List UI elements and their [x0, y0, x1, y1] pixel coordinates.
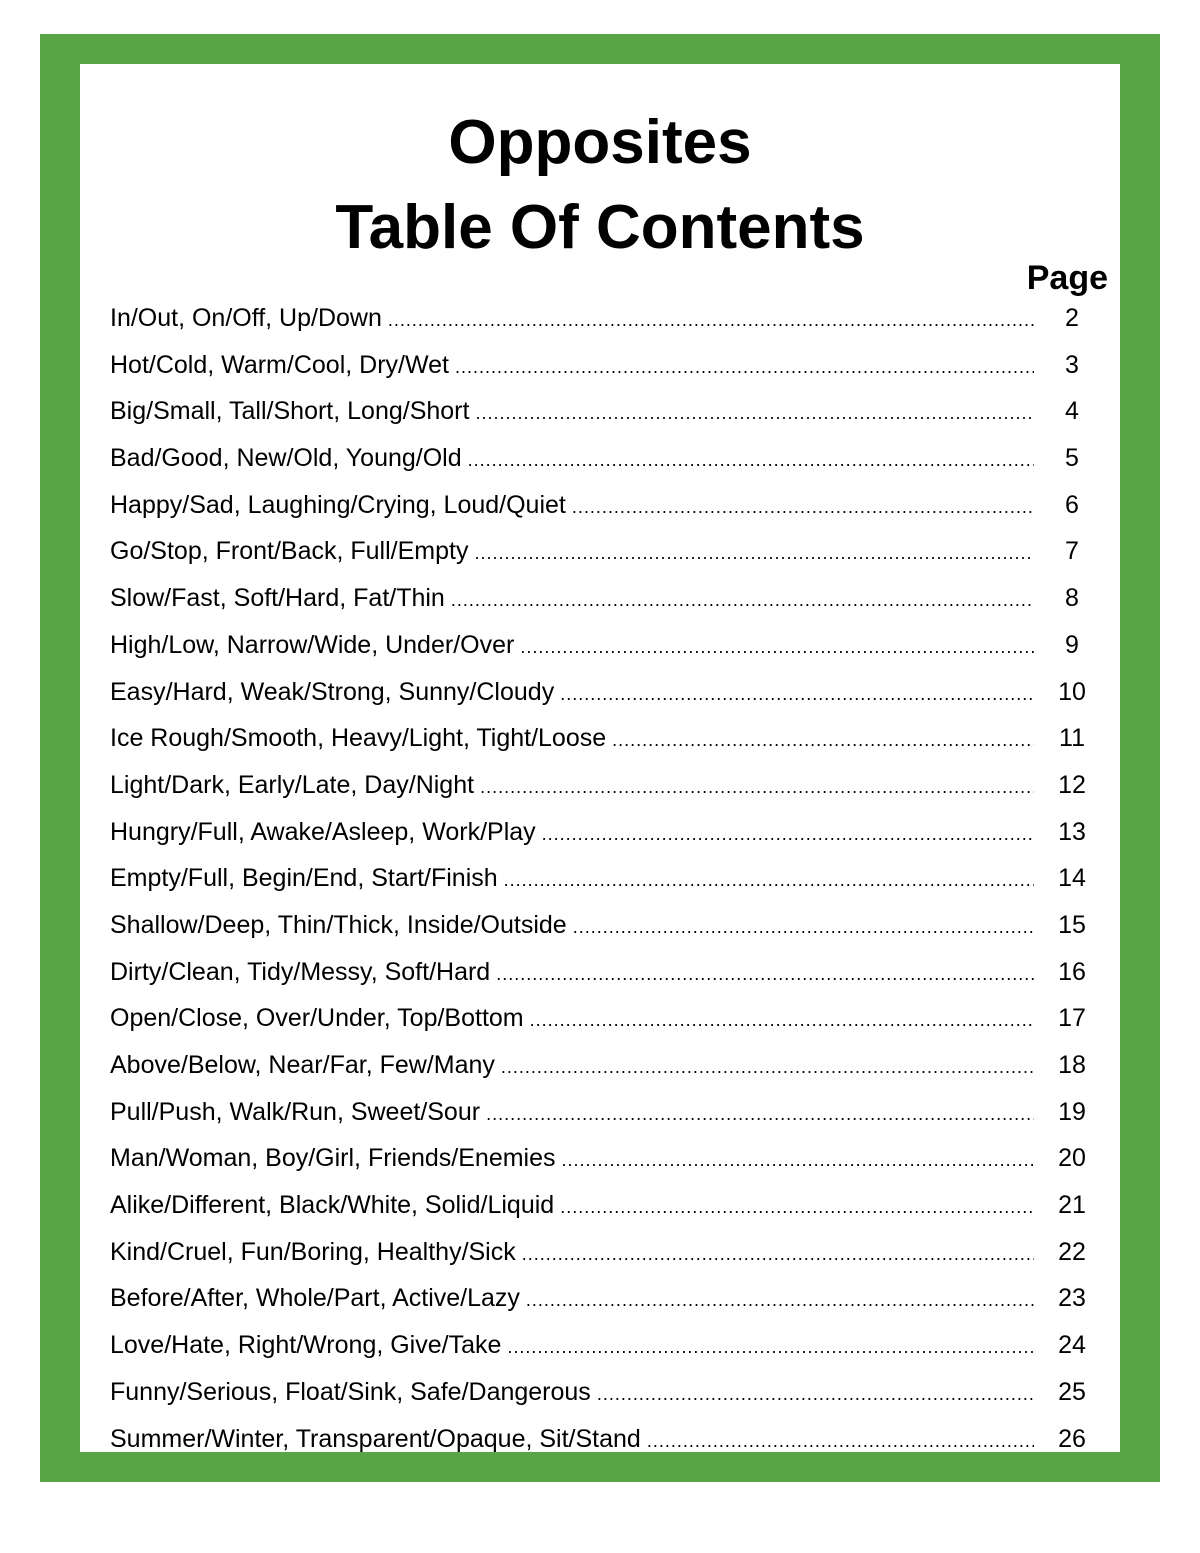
toc-entry-page-number: 16: [1058, 957, 1086, 986]
toc-entry-title: Alike/Different, Black/White, Solid/Liquid: [110, 1191, 555, 1220]
toc-entry-page-number: 20: [1058, 1144, 1086, 1173]
toc-leader-dots: [501, 1057, 1034, 1078]
toc-entry-page-number: 26: [1058, 1424, 1086, 1453]
toc-entry-title: Go/Stop, Front/Back, Full/Empty: [110, 537, 469, 566]
toc-entry-page-number: 24: [1058, 1331, 1086, 1360]
toc-leader-dots: [474, 543, 1034, 564]
toc-entry: [110, 1098, 1100, 1145]
toc-entry: [110, 444, 1100, 491]
toc-entry-title: Open/Close, Over/Under, Top/Bottom: [110, 1004, 524, 1033]
toc-entry: [110, 304, 1100, 351]
toc-entry: [110, 1378, 1100, 1425]
table-of-contents-list: [110, 304, 1100, 1471]
toc-entry-title: Above/Below, Near/Far, Few/Many: [110, 1051, 495, 1079]
toc-entry: [110, 1191, 1100, 1238]
toc-entry-page-number: 13: [1058, 817, 1086, 846]
toc-entry-title: Summer/Winter, Transparent/Opaque, Sit/Stand: [110, 1424, 641, 1453]
toc-leader-dots: [451, 590, 1034, 611]
toc-leader-dots: [468, 450, 1034, 471]
toc-entry-page-number: 2: [1065, 304, 1079, 332]
toc-leader-dots: [542, 824, 1034, 845]
document-subtitle: Table Of Contents: [335, 193, 865, 262]
toc-entry-title: Kind/Cruel, Fun/Boring, Healthy/Sick: [110, 1237, 516, 1266]
toc-leader-dots: [507, 1337, 1034, 1358]
toc-entry: [110, 1238, 1100, 1285]
toc-entry-title: Dirty/Clean, Tidy/Messy, Soft/Hard: [110, 957, 491, 986]
toc-entry: [110, 1051, 1100, 1098]
toc-entry-title: In/Out, On/Off, Up/Down: [110, 304, 382, 332]
toc-entry: [110, 1331, 1100, 1378]
toc-entry: [110, 724, 1100, 771]
toc-entry-page-number: 10: [1058, 677, 1086, 706]
toc-entry: [110, 397, 1100, 444]
toc-entry-page-number: 6: [1065, 490, 1079, 519]
toc-entry-page-number: 21: [1058, 1191, 1086, 1220]
toc-leader-dots: [526, 1290, 1034, 1311]
toc-entry-title: Empty/Full, Begin/End, Start/Finish: [110, 864, 498, 893]
toc-entry-page-number: 12: [1058, 770, 1086, 799]
toc-leader-dots: [560, 684, 1034, 705]
toc-entry-page-number: 3: [1065, 350, 1079, 379]
toc-entry: [110, 771, 1100, 818]
toc-entry-page-number: 15: [1058, 910, 1086, 939]
toc-entry-page-number: 14: [1058, 864, 1086, 893]
toc-leader-dots: [388, 310, 1034, 331]
toc-leader-dots: [480, 777, 1034, 798]
toc-entry: [110, 1425, 1100, 1472]
toc-entry-page-number: 9: [1065, 630, 1079, 659]
toc-leader-dots: [530, 1010, 1034, 1031]
toc-entry-title: Pull/Push, Walk/Run, Sweet/Sour: [110, 1097, 481, 1126]
toc-leader-dots: [597, 1384, 1034, 1405]
toc-entry: [110, 678, 1100, 725]
toc-entry: [110, 631, 1100, 678]
toc-leader-dots: [647, 1431, 1034, 1452]
toc-entry-title: Happy/Sad, Laughing/Crying, Loud/Quiet: [110, 490, 566, 519]
toc-entry-page-number: 11: [1059, 724, 1085, 753]
toc-entry-page-number: 4: [1065, 397, 1079, 426]
toc-entry-page-number: 18: [1058, 1051, 1086, 1079]
content-sheet: [80, 64, 1120, 1452]
toc-entry: [110, 351, 1100, 398]
toc-leader-dots: [572, 497, 1034, 518]
toc-entry-title: Shallow/Deep, Thin/Thick, Inside/Outside: [110, 910, 567, 939]
toc-entry-title: Bad/Good, New/Old, Young/Old: [110, 444, 462, 473]
toc-entry: [110, 584, 1100, 631]
toc-leader-dots: [573, 917, 1034, 938]
toc-entry: [110, 958, 1100, 1005]
toc-entry-page-number: 5: [1065, 444, 1079, 473]
toc-entry: [110, 911, 1100, 958]
page-column-header: Page: [1026, 259, 1108, 297]
toc-entry-title: Light/Dark, Early/Late, Day/Night: [110, 770, 475, 799]
toc-entry-title: Easy/Hard, Weak/Strong, Sunny/Cloudy: [110, 677, 555, 706]
toc-entry-title: Ice Rough/Smooth, Heavy/Light, Tight/Loose: [110, 724, 607, 753]
toc-leader-dots: [496, 964, 1034, 985]
toc-entry-title: Hot/Cold, Warm/Cool, Dry/Wet: [110, 350, 449, 379]
toc-entry: [110, 1284, 1100, 1331]
toc-entry: [110, 1144, 1100, 1191]
toc-entry-title: Hungry/Full, Awake/Asleep, Work/Play: [110, 817, 536, 846]
document-title: Opposites: [448, 108, 752, 177]
toc-entry-title: Before/After, Whole/Part, Active/Lazy: [110, 1284, 520, 1313]
toc-leader-dots: [562, 1150, 1034, 1171]
toc-entry-page-number: 19: [1058, 1097, 1086, 1126]
green-border-frame: [40, 34, 1160, 1482]
toc-entry-title: Funny/Serious, Float/Sink, Safe/Dangerous: [110, 1377, 591, 1406]
toc-entry-title: High/Low, Narrow/Wide, Under/Over: [110, 630, 515, 659]
toc-leader-dots: [612, 730, 1034, 751]
toc-entry-page-number: 7: [1065, 537, 1079, 566]
toc-entry: [110, 864, 1100, 911]
toc-leader-dots: [455, 357, 1034, 378]
toc-entry-page-number: 17: [1058, 1004, 1086, 1033]
toc-entry-page-number: 23: [1058, 1284, 1086, 1313]
toc-leader-dots: [475, 403, 1034, 424]
toc-entry: [110, 537, 1100, 584]
toc-entry: [110, 1004, 1100, 1051]
toc-entry-title: Slow/Fast, Soft/Hard, Fat/Thin: [110, 584, 445, 613]
toc-entry-title: Love/Hate, Right/Wrong, Give/Take: [110, 1331, 502, 1360]
toc-entry-title: Big/Small, Tall/Short, Long/Short: [110, 397, 470, 426]
toc-entry-title: Man/Woman, Boy/Girl, Friends/Enemies: [110, 1144, 556, 1173]
toc-leader-dots: [486, 1104, 1034, 1125]
toc-leader-dots: [522, 1244, 1034, 1265]
toc-entry-page-number: 22: [1058, 1237, 1086, 1266]
toc-entry-page-number: 25: [1058, 1377, 1086, 1406]
toc-leader-dots: [504, 870, 1034, 891]
toc-leader-dots: [560, 1197, 1034, 1218]
toc-entry-page-number: 8: [1065, 584, 1079, 613]
toc-entry: [110, 491, 1100, 538]
toc-leader-dots: [520, 637, 1034, 658]
toc-entry: [110, 818, 1100, 865]
